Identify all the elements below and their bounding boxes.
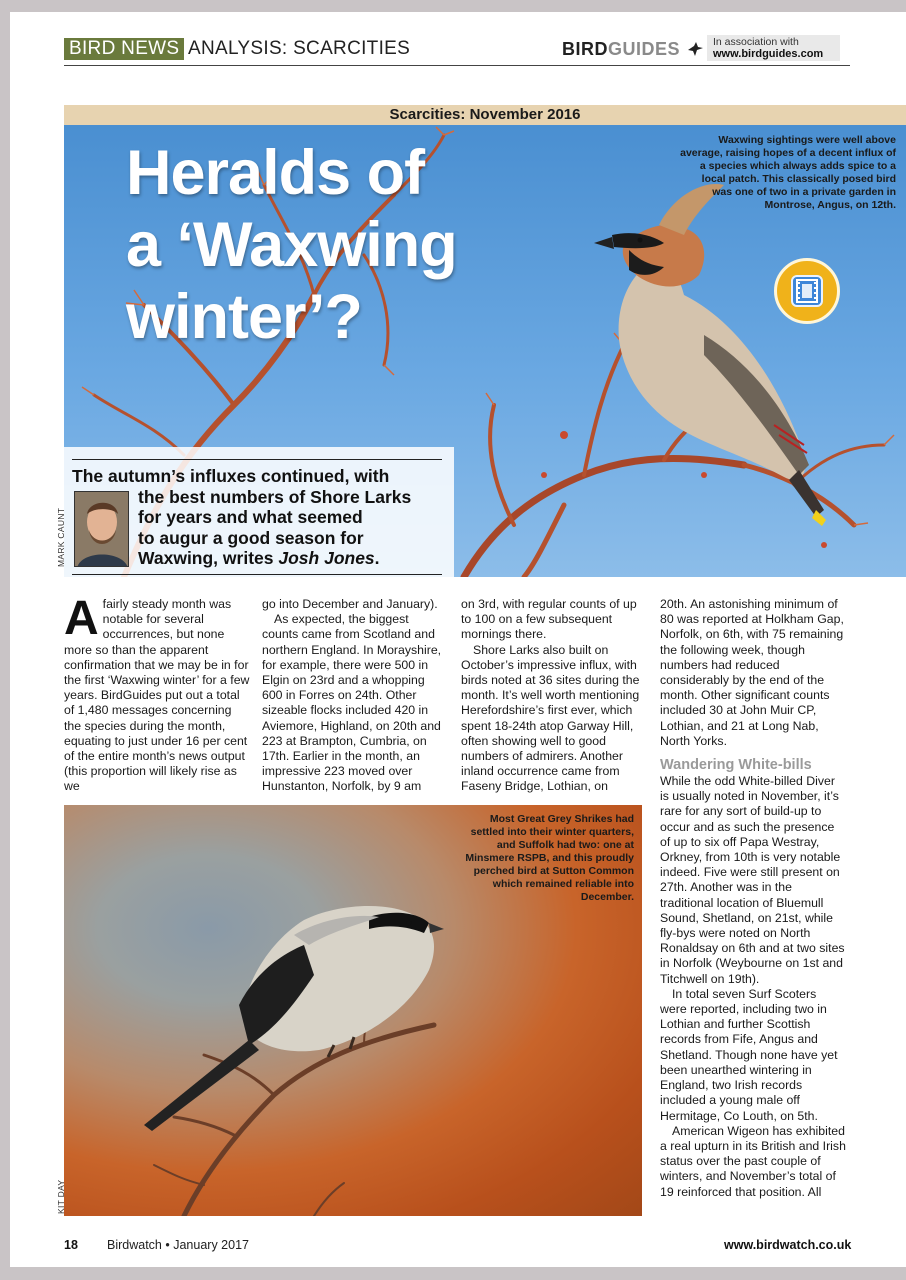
paragraph-4a: 20th. An astonishing minimum of 80 was reported at Holkham Gap, Norfolk, on 6th, with 75 remaining the following week, though numbers had reduced considerably by the end of the month. Other significant counts included 30 at John Muir CP, Lothian, and 21 at Long Nab, North Yorks. <box>660 597 844 748</box>
paragraph-2a: go into December and January). <box>262 597 438 611</box>
headline-line-2: a ‘Waxwing <box>126 210 457 280</box>
magazine-page <box>10 12 906 1267</box>
drop-cap: A <box>64 592 99 645</box>
strap-month: November 2016 <box>469 106 581 123</box>
standfirst-line-3: for years and what seemed <box>138 507 363 527</box>
logo-part-1: BIRD <box>562 39 608 59</box>
section-title: ANALYSIS: SCARCITIES <box>188 38 411 59</box>
author-avatar <box>74 491 129 567</box>
footer-url[interactable]: www.birdwatch.co.uk <box>724 1238 852 1252</box>
film-icon <box>793 277 821 305</box>
magazine-name: Birdwatch <box>107 1238 162 1252</box>
paragraph-1: fairly steady month was notable for several occurrences, but none more so than the apparent confirmation that we may be in for the first ‘Waxwing winter’ for a few years. BirdGuides put out a total of 1,480 messages concerning the species during the month, equating to just under 16 per cent of the entire month’s news output (this proportion will likely rise as we <box>64 597 250 794</box>
standfirst-line-4: to augur a good season for <box>138 527 364 548</box>
headline <box>126 137 457 353</box>
strap-label: Scarcities: <box>389 106 466 123</box>
association-label: In association with <box>713 36 799 48</box>
birdguides-logo <box>562 38 704 60</box>
shrike-photo <box>64 805 642 1216</box>
paragraph-3b: Shore Larks also built on October’s impressive influx, with birds noted at 36 sites during the month. It’s well worth mentioning Herefordshire’s first ever, which spent 18-24th atop Garway Hill, often showing well to good numbers of admirers. Another inland occurrence came from Faseny Bridge, Lothian, on <box>461 642 640 794</box>
standfirst-rule-bottom <box>72 574 442 575</box>
paragraph-4d: American Wigeon has exhibited a real upturn in its British and Irish status over the past couple of winters, and November’s total of 19 reinforced that position. All <box>660 1123 846 1199</box>
shrike-caption: Most Great Grey Shrikes had settled into their winter quarters, and Suffolk had two: one at Minsmere RSPB, and this proudly perched bird at Sutton Common which remained reliable into December. <box>465 813 634 903</box>
waxwing-caption: Waxwing sightings were well above average, raising hopes of a decent influx of a species which always adds spice to a local patch. This classically posed bird was one of two in a private garden in Montrose, Angus, on 12th. <box>680 134 896 211</box>
column-1-top <box>64 592 250 795</box>
author-portrait <box>75 492 129 567</box>
paragraph-3a: on 3rd, with regular counts of up to 100 on a few subsequent mornings there. <box>461 597 637 642</box>
paragraph-4b: While the odd White-billed Diver is usually noted in November, it’s rare for any sort of build-up to occur and as such the presence of up to six off Papa Westray, Orkney, from 10th is very notable indeed. Five were still present on 27th. Another was in the traditional location of Bluemull Sound, Shetland, on 21st, while fly-bys were noted on North Ronaldsay on 6th and at two sites in Norfolk (Weybourne on 1st and Titchwell on 19th). <box>660 774 845 986</box>
paragraph-2b: As expected, the biggest counts came from Scotland and northern England. In Morayshire, for example, there were 500 in Elgin on 23rd and a whopping 600 in Forres on 24th. Other sizeable flocks included 420 in Aviemore, Highland, on 20th and 223 at Brampton, Cumbria, on 17th. Earlier in the month, an impressive 223 moved over Hunstanton, Norfolk, by 9 am <box>262 612 442 794</box>
standfirst-line-5-text: Waxwing, writes <box>138 548 274 568</box>
headline-line-1: Heralds of <box>126 138 425 208</box>
standfirst-line-2: the best numbers of Shore Larks <box>138 486 412 507</box>
section-kicker: BIRD NEWS <box>64 38 184 60</box>
video-icon[interactable] <box>774 258 840 324</box>
standfirst <box>72 466 452 569</box>
association-url[interactable]: www.birdguides.com <box>713 48 824 60</box>
standfirst-line-1: The autumn’s influxes continued, with <box>72 466 390 486</box>
standfirst-period: . <box>374 548 380 568</box>
column-2-top <box>262 597 448 795</box>
bird-logo-icon <box>686 40 704 58</box>
scarcities-strap <box>64 105 906 125</box>
standfirst-rule-top <box>72 459 442 460</box>
author-name: Josh Jones <box>278 548 375 568</box>
logo-part-2: GUIDES <box>608 39 681 59</box>
issue-date: January 2017 <box>173 1238 249 1252</box>
issue-line: Birdwatch • January 2017 <box>107 1238 249 1252</box>
column-3-top <box>461 597 647 795</box>
header-rule <box>64 65 850 66</box>
hero-photo-credit: MARK CAUNT <box>56 507 66 567</box>
paragraph-4c: In total seven Surf Scoters were reported, including two in Lothian and further Scottish records from Fife, Angus and Shetland. Though none have yet been unearthed wintering in England, two Irish records included a young male off Hermitage, Co Louth, on 5th. <box>660 986 838 1123</box>
shrike-photo-credit: KIT DAY <box>56 1179 66 1214</box>
column-4 <box>660 597 846 1200</box>
waxwing-photo <box>64 125 906 577</box>
headline-line-3: winter’? <box>126 282 362 352</box>
page-number: 18 <box>64 1238 78 1252</box>
association-box <box>707 35 840 61</box>
standfirst-line-5 <box>72 548 452 569</box>
subheading: Wandering White-bills <box>660 757 812 774</box>
